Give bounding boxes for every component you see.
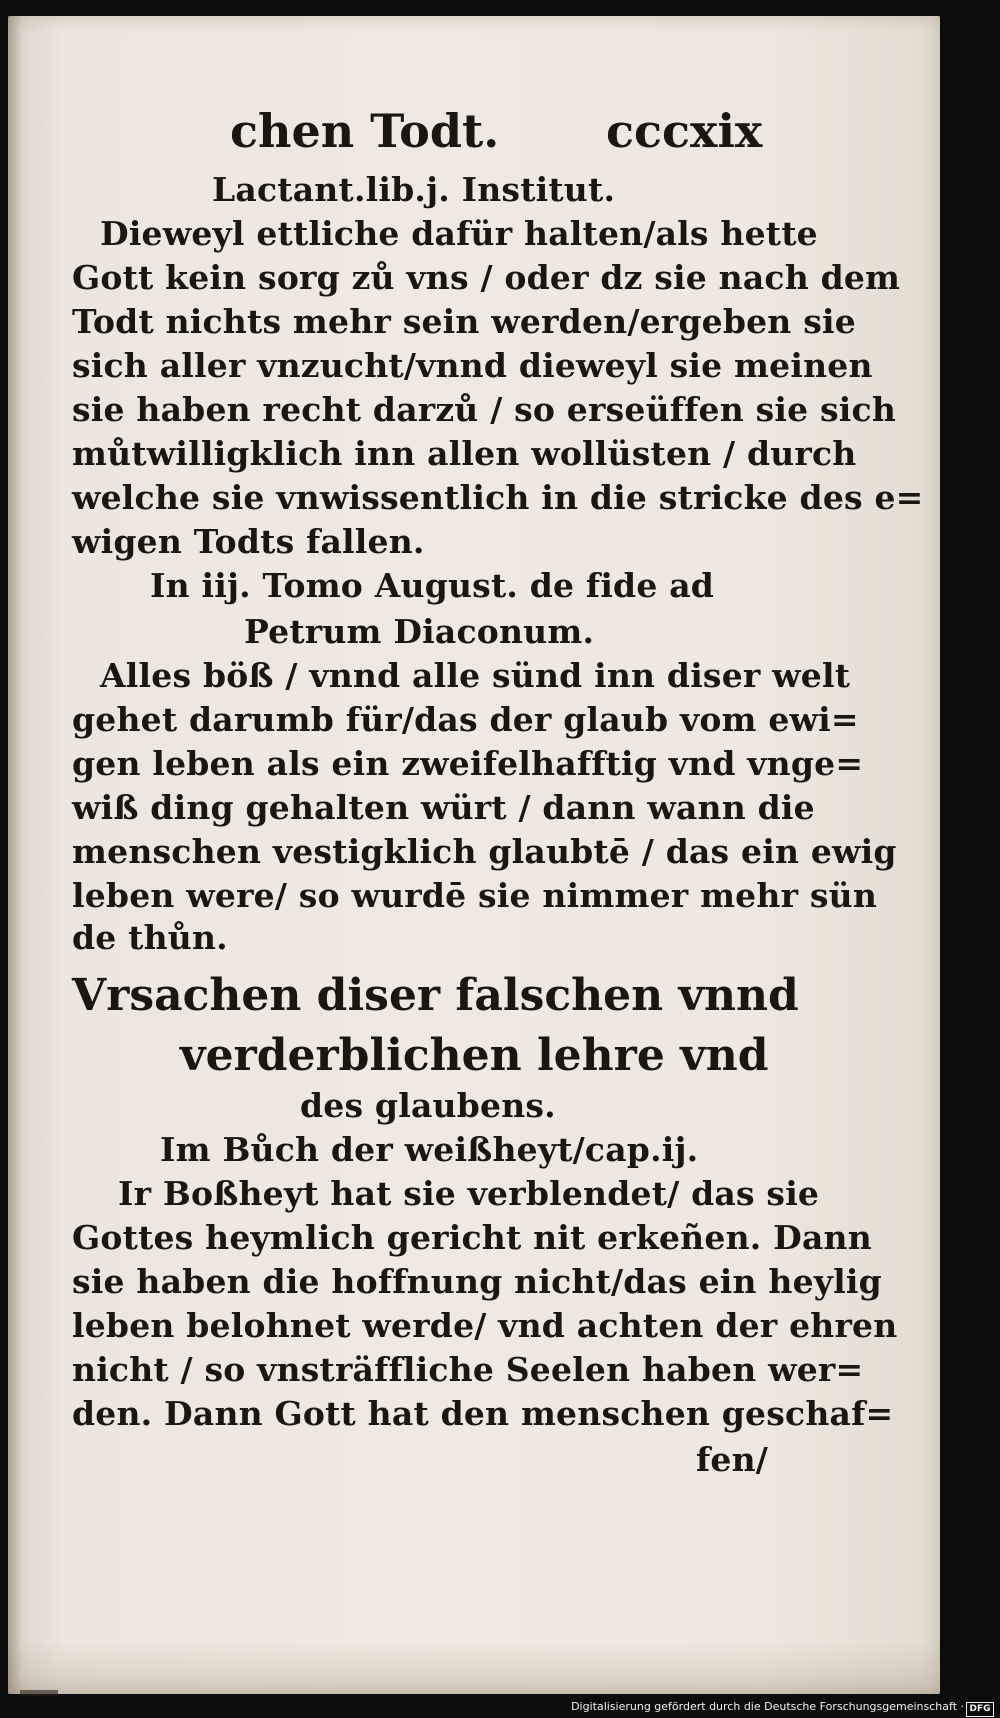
text-line: gehet darumb für/das der glaub vom ewi= — [72, 700, 859, 739]
digitization-credit: Digitalisierung gefördert durch die Deutsche Forschungsgemeinschaft · — [571, 1700, 964, 1713]
text-line: leben belohnet werde/ vnd achten der ehren — [72, 1306, 898, 1345]
text-line: sie haben recht darzů / so erseüffen sie sich — [72, 390, 897, 429]
text-line: menschen vestigklich glaubtē / das ein ewig — [72, 832, 897, 871]
text-line: Todt nichts mehr sein werden/ergeben sie — [72, 302, 856, 341]
section-title: verderblichen lehre vnd — [180, 1030, 769, 1081]
text-line: welche sie vnwissentlich in die stricke des e= — [72, 478, 924, 517]
text-line: můtwilligklich inn allen wollüsten / durch — [72, 434, 857, 473]
text-line: Gottes heymlich gericht nit erkeñen. Dann — [72, 1218, 872, 1257]
citation-heading: Petrum Diaconum. — [244, 612, 595, 651]
page-gutter-shadow — [8, 16, 22, 1694]
folio-number: cccxix — [606, 104, 763, 158]
text-line: sich aller vnzucht/vnnd dieweyl sie meinen — [72, 346, 873, 385]
citation-heading: Lactant.lib.j. Institut. — [212, 170, 616, 209]
citation-heading: In iij. Tomo August. de fide ad — [150, 566, 715, 605]
running-header: chen Todt. — [230, 104, 500, 158]
text-line: wigen Todts fallen. — [72, 522, 425, 561]
citation-heading: Im Bůch der weißheyt/cap.ij. — [160, 1130, 699, 1169]
text-line: nicht / so vnsträffliche Seelen haben wer= — [72, 1350, 864, 1389]
text-line: Alles böß / vnnd alle sünd inn diser welt — [100, 656, 851, 695]
catchword: fen/ — [696, 1440, 769, 1479]
text-line: Gott kein sorg zů vns / oder dz sie nach dem — [72, 258, 901, 297]
text-line: sie haben die hoffnung nicht/das ein heylig — [72, 1262, 882, 1301]
section-title: Vrsachen diser falschen vnnd — [72, 970, 799, 1021]
bleed-through-mark — [20, 1690, 58, 1696]
text-line: den. Dann Gott hat den menschen geschaf= — [72, 1394, 894, 1433]
page-bottom-shading — [8, 1640, 940, 1694]
text-line: de thůn. — [72, 918, 228, 957]
text-line: Ir Boßheyt hat sie verblendet/ das sie — [118, 1174, 820, 1213]
text-line: leben were/ so wurdē sie nimmer mehr sün — [72, 876, 878, 915]
text-line: Dieweyl ettliche dafür halten/als hette — [100, 214, 818, 253]
section-title: des glaubens. — [300, 1086, 556, 1125]
text-line: wiß ding gehalten würt / dann wann die — [72, 788, 815, 827]
text-line: gen leben als ein zweifelhafftig vnd vnge= — [72, 744, 864, 783]
dfg-logo: DFG — [966, 1702, 994, 1717]
